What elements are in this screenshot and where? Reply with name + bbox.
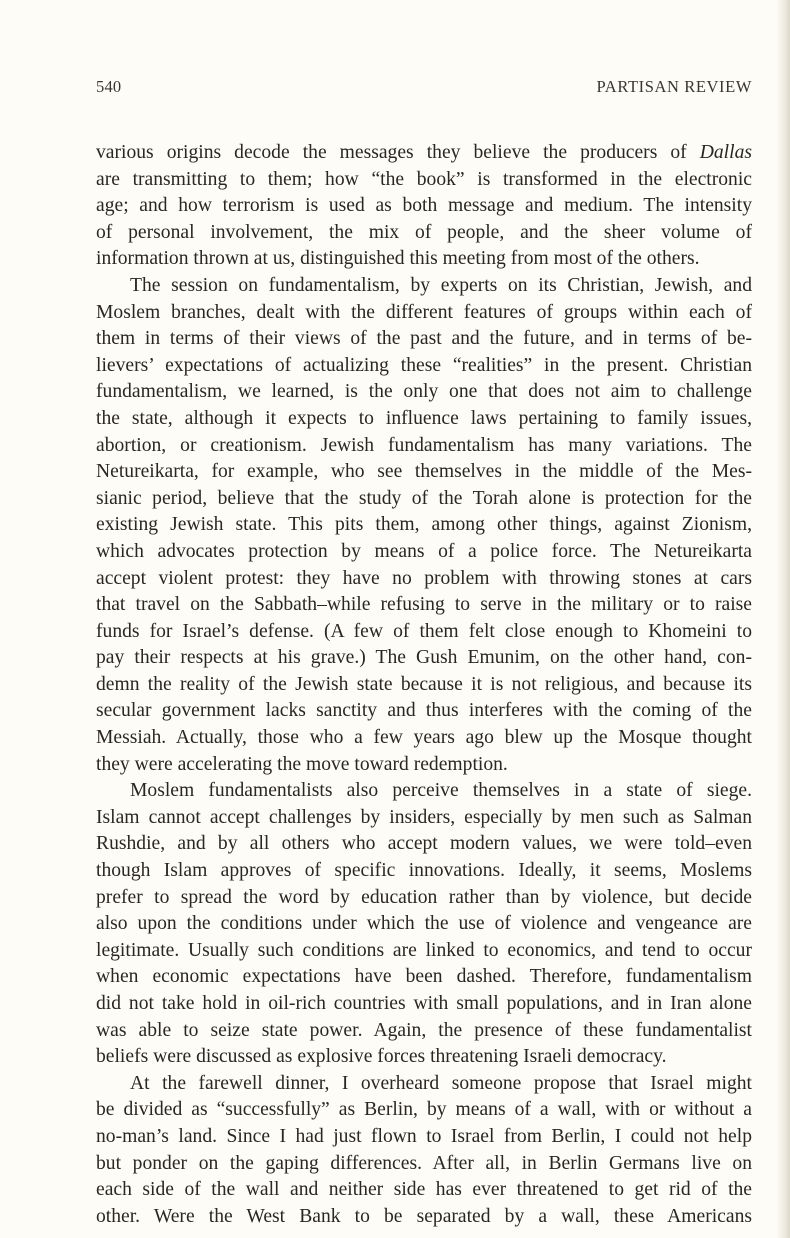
text-line: Moslem fundamentalists also perceive themselves in a state of siege. [130, 780, 752, 802]
journal-title: PARTISAN REVIEW [596, 77, 752, 96]
text-line: Netureikarta, for example, who see themselves in the middle of the Mes- [96, 461, 752, 483]
text-line: they were accelerating the move toward redemption. [96, 753, 508, 775]
text-line: are transmitting to them; how “the book” is transformed in the electronic [96, 168, 752, 190]
body-text [96, 140, 752, 1230]
running-head [96, 77, 752, 101]
text-line: was able to seize state power. Again, the presence of these fundamentalist [96, 1019, 752, 1041]
text-line: Moslem branches, dealt with the different features of groups within each of [96, 301, 752, 323]
text-line: be divided as “successfully” as Berlin, by means of a wall, with or without a [96, 1099, 752, 1121]
text-line: various origins decode the messages they believe the producers of Dallas [96, 142, 752, 163]
paragraph [96, 273, 752, 778]
text-line: Messiah. Actually, those who a few years ago blew up the Mosque thought [96, 727, 752, 749]
text-line: At the farewell dinner, I overheard someone propose that Israel might [130, 1072, 752, 1094]
text-line: sianic period, believe that the study of the Torah alone is protection for the [96, 487, 752, 509]
text-line: fundamentalism, we learned, is the only one that does not aim to challenge [96, 381, 752, 403]
text-line: when economic expectations have been dashed. Therefore, fundamentalism [96, 966, 752, 988]
text-line: accept violent protest: they have no problem with throwing stones at cars [96, 567, 752, 589]
italic-title: Dallas [699, 142, 752, 163]
text-line: prefer to spread the word by education rather than by violence, but decide [96, 886, 752, 908]
text-line: that travel on the Sabbath–while refusing to serve in the military or to raise [96, 594, 752, 616]
text-line: secular government lacks sanctity and thus interferes with the coming of the [96, 700, 752, 722]
text-line: lievers’ expectations of actualizing these “realities” in the present. Christian [96, 354, 752, 376]
text-line: Rushdie, and by all others who accept modern values, we were told–even [96, 833, 752, 855]
text-line: pay their respects at his grave.) The Gush Emunim, on the other hand, con- [96, 647, 752, 669]
page-edge-shadow [776, 0, 790, 1238]
text-line: but ponder on the gaping differences. After all, in Berlin Germans live on [96, 1152, 752, 1174]
text-line: though Islam approves of specific innovations. Ideally, it seems, Moslems [96, 860, 752, 882]
text-line: them in terms of their views of the past and the future, and in terms of be- [96, 328, 752, 350]
text-line: also upon the conditions under which the use of violence and vengeance are [96, 913, 752, 935]
text-line: no-man’s land. Since I had just flown to Israel from Berlin, I could not help [96, 1125, 752, 1147]
paragraph [96, 1071, 752, 1231]
text-line: age; and how terrorism is used as both message and medium. The intensity [96, 195, 752, 217]
text-line: legitimate. Usually such conditions are linked to economics, and tend to occur [96, 939, 752, 961]
text-line: funds for Israel’s defense. (A few of them felt close enough to Khomeini to [96, 620, 752, 642]
text-line: the state, although it expects to influence laws pertaining to family issues, [96, 407, 752, 429]
page-number: 540 [96, 77, 122, 96]
paragraph [96, 140, 752, 273]
paragraph [96, 778, 752, 1071]
text-line: which advocates protection by means of a police force. The Netureikarta [96, 540, 752, 562]
text-line: other. Were the West Bank to be separated by a wall, these Americans [96, 1205, 752, 1227]
text-line: of personal involvement, the mix of people, and the sheer volume of [96, 221, 752, 243]
text-line: information thrown at us, distinguished this meeting from most of the others. [96, 248, 700, 270]
text-line: each side of the wall and neither side has ever threatened to get rid of the [96, 1179, 752, 1201]
text-line: Islam cannot accept challenges by insiders, especially by men such as Salman [96, 806, 752, 828]
text-line: The session on fundamentalism, by experts on its Christian, Jewish, and [130, 274, 752, 296]
text-line: demn the reality of the Jewish state because it is not religious, and because its [96, 673, 752, 695]
text-line: did not take hold in oil-rich countries with small populations, and in Iran alone [96, 993, 752, 1014]
text-line: existing Jewish state. This pits them, among other things, against Zionism, [96, 514, 752, 536]
text-line: beliefs were discussed as explosive forces threatening Israeli democracy. [96, 1046, 667, 1068]
text-line: abortion, or creationism. Jewish fundamentalism has many variations. The [96, 434, 752, 456]
